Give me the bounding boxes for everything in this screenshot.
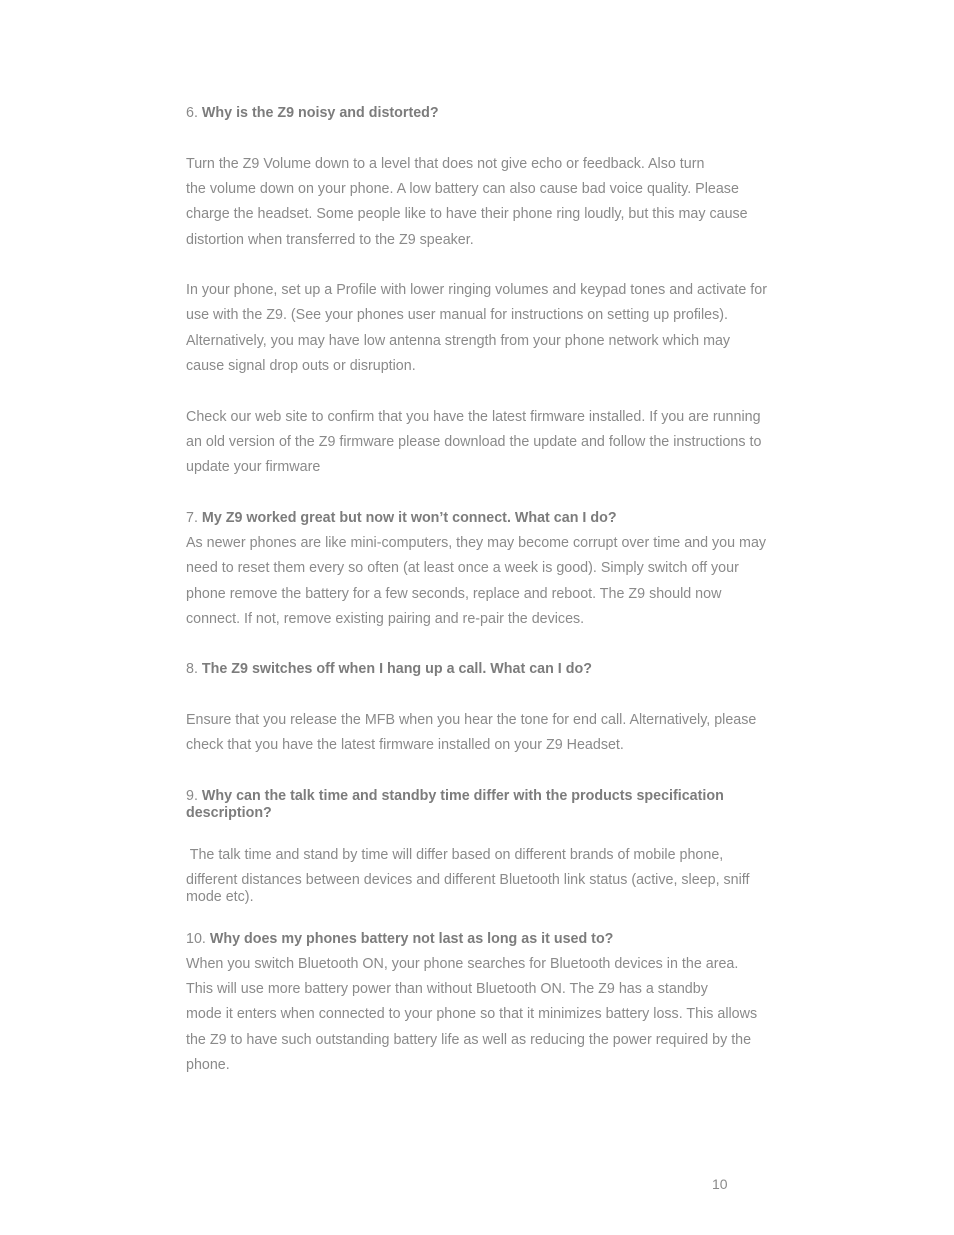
faq-8-answer-line: check that you have the latest firmware installed on your Z9 Headset. [186, 737, 624, 753]
faq-6-answer-line: In your phone, set up a Profile with lower ringing volumes and keypad tones and activate for [186, 282, 767, 298]
faq-8-answer-line: Ensure that you release the MFB when you hear the tone for end call. Alternatively, please [186, 712, 757, 728]
faq-10-answer-line: mode it enters when connected to your phone so that it minimizes battery loss. This allows [186, 1006, 758, 1022]
faq-7-question: 7. My Z9 worked great but now it won’t connect. What can I do? [186, 510, 617, 526]
faq-7-answer-line: connect. If not, remove existing pairing and re-pair the devices. [186, 611, 585, 627]
faq-7-answer-line: phone remove the battery for a few seconds, replace and reboot. The Z9 should now [186, 586, 722, 602]
faq-6-answer-line: use with the Z9. (See your phones user manual for instructions on setting up profiles). [186, 307, 728, 323]
faq-6-answer-line: cause signal drop outs or disruption. [186, 358, 416, 374]
faq-6-answer-line: Alternatively, you may have low antenna strength from your phone network which may [186, 333, 731, 349]
faq-10-answer-line: When you switch Bluetooth ON, your phone searches for Bluetooth devices in the area. [186, 956, 739, 972]
faq-6-answer-line: an old version of the Z9 firmware please download the update and follow the instructions to [186, 434, 762, 450]
faq-10-answer-line: the Z9 to have such outstanding battery life as well as reducing the power required by the [186, 1032, 752, 1048]
faq-6-answer-line: the volume down on your phone. A low battery can also cause bad voice quality. Please [186, 181, 739, 197]
faq-6-question: 6. Why is the Z9 noisy and distorted? [186, 105, 439, 121]
faq-6-answer-line: charge the headset. Some people like to have their phone ring loudly, but this may cause [186, 206, 748, 222]
faq-9-answer-line: different distances between devices and different Bluetooth link status (active, sleep, sniff [186, 872, 750, 888]
faq-6-answer-line: Check our web site to confirm that you have the latest firmware installed. If you are running [186, 409, 761, 425]
faq-6-answer-line: distortion when transferred to the Z9 speaker. [186, 232, 474, 248]
faq-10-question: 10. Why does my phones battery not last as long as it used to? [186, 931, 614, 947]
faq-9-answer-line: The talk time and stand by time will differ based on different brands of mobile phone, [186, 847, 724, 863]
faq-8-question: 8. The Z9 switches off when I hang up a call. What can I do? [186, 661, 592, 677]
faq-10-answer-line: This will use more battery power than without Bluetooth ON. The Z9 has a standby [186, 981, 708, 997]
faq-7-answer-line: As newer phones are like mini-computers, they may become corrupt over time and you may [186, 535, 767, 551]
faq-6-answer-line: update your firmware [186, 459, 321, 475]
faq-9-question: 9. Why can the talk time and standby time differ with the products specification [186, 788, 724, 804]
faq-10-answer-line: phone. [186, 1057, 230, 1073]
faq-7-answer-line: need to reset them every so often (at least once a week is good). Simply switch off your [186, 560, 739, 576]
faq-6-answer-line: Turn the Z9 Volume down to a level that does not give echo or feedback. Also turn [186, 156, 705, 172]
page-number: 10 [712, 1176, 728, 1192]
faq-9-answer-line: mode etc). [186, 889, 254, 905]
faq-9-question-line-2: description? [186, 805, 272, 821]
